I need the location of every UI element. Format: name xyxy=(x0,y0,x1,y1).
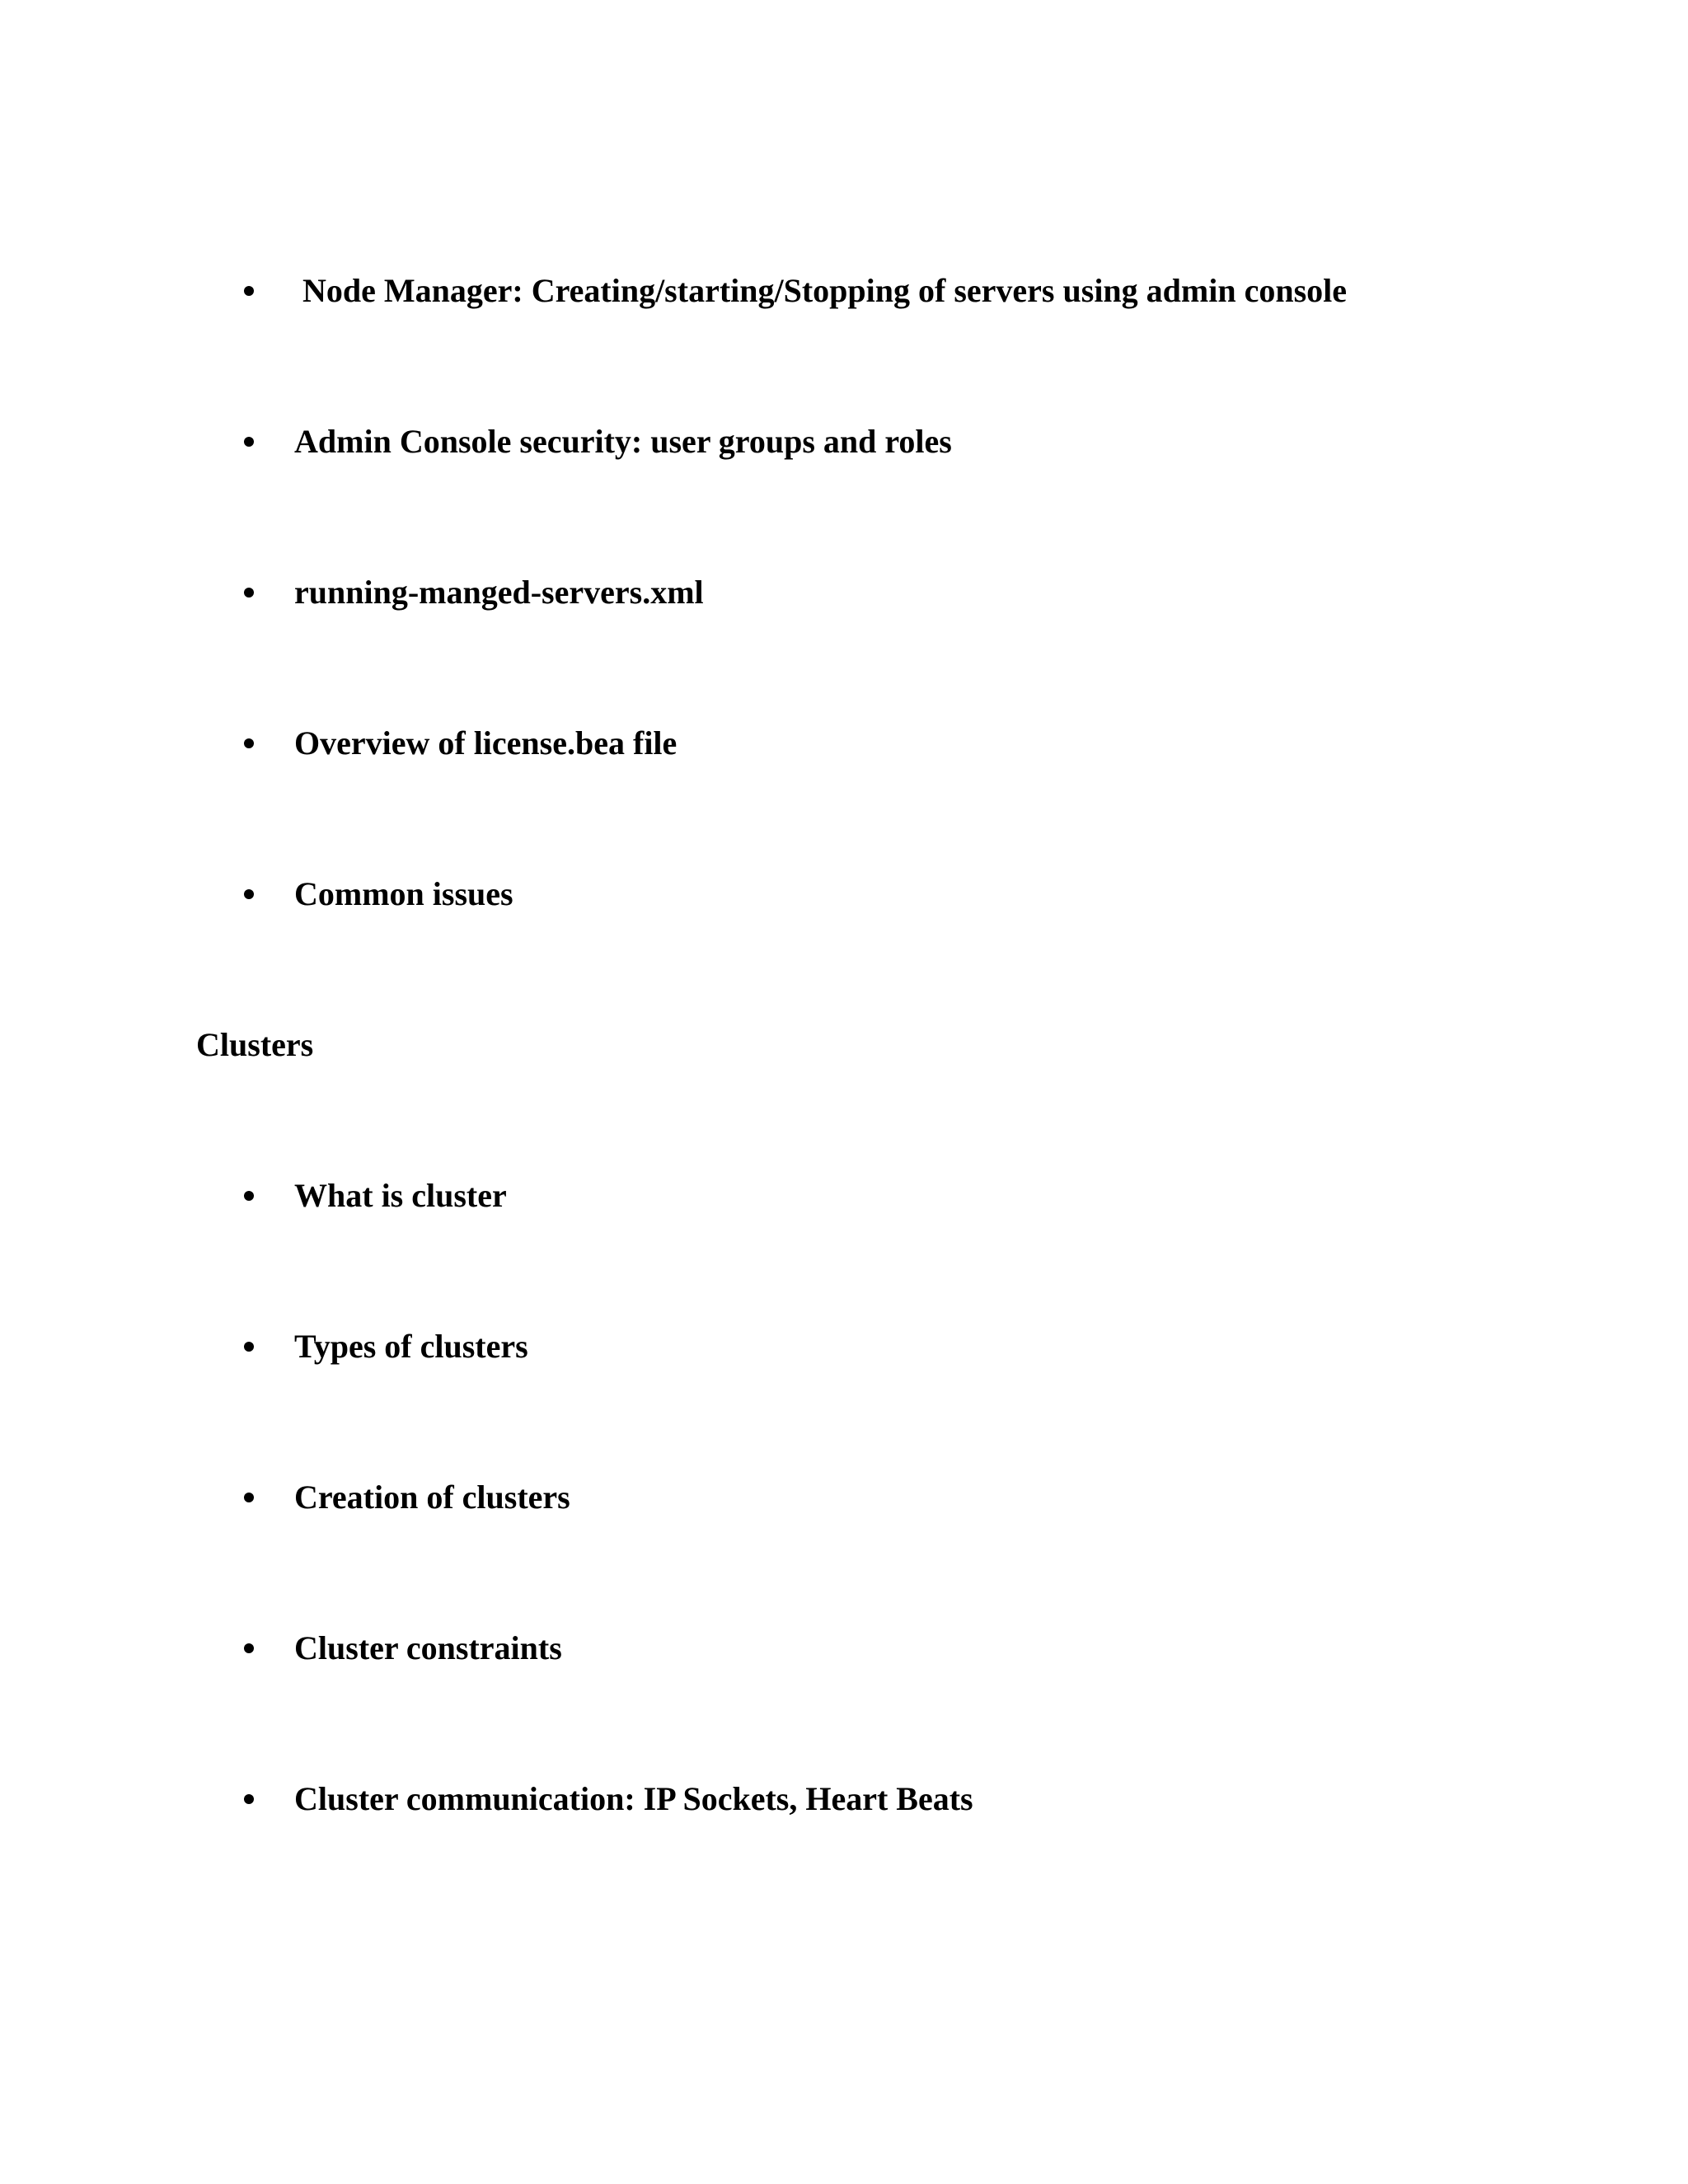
list-item-text: Common issues xyxy=(294,875,513,912)
list-item-text: Overview of license.bea file xyxy=(294,724,678,762)
bullet-icon xyxy=(244,1643,254,1653)
bullet-icon xyxy=(244,1493,254,1502)
bullet-icon xyxy=(244,1794,254,1804)
list-item xyxy=(0,572,1688,621)
list-item xyxy=(0,1477,1688,1526)
list-item-text: What is cluster xyxy=(294,1177,507,1214)
list-item-text: Creation of clusters xyxy=(294,1479,570,1516)
bullet-icon xyxy=(244,588,254,598)
list-item xyxy=(0,421,1688,471)
list-item-text: Cluster communication: IP Sockets, Heart Beats xyxy=(294,1780,973,1817)
list-item-text: Node Manager: Creating/starting/Stopping of servers using admin console xyxy=(302,272,1348,309)
bullet-icon xyxy=(244,286,254,296)
bullet-icon xyxy=(244,437,254,447)
list-item-text: running-manged-servers.xml xyxy=(294,574,704,611)
list-item xyxy=(0,874,1688,923)
list-item xyxy=(0,1628,1688,1677)
list-item xyxy=(0,1326,1688,1376)
list-item xyxy=(0,1779,1688,1828)
bullet-icon xyxy=(244,738,254,748)
list-item-text: Cluster constraints xyxy=(294,1629,562,1666)
bullet-icon xyxy=(244,889,254,899)
section-heading-clusters: Clusters xyxy=(196,1026,314,1063)
list-item xyxy=(0,270,1688,320)
list-item xyxy=(0,1175,1688,1225)
list-item-text: Admin Console security: user groups and roles xyxy=(294,423,952,460)
bullet-icon xyxy=(244,1191,254,1201)
list-item-text: Types of clusters xyxy=(294,1328,528,1365)
bullet-icon xyxy=(244,1342,254,1352)
list-item xyxy=(0,723,1688,772)
